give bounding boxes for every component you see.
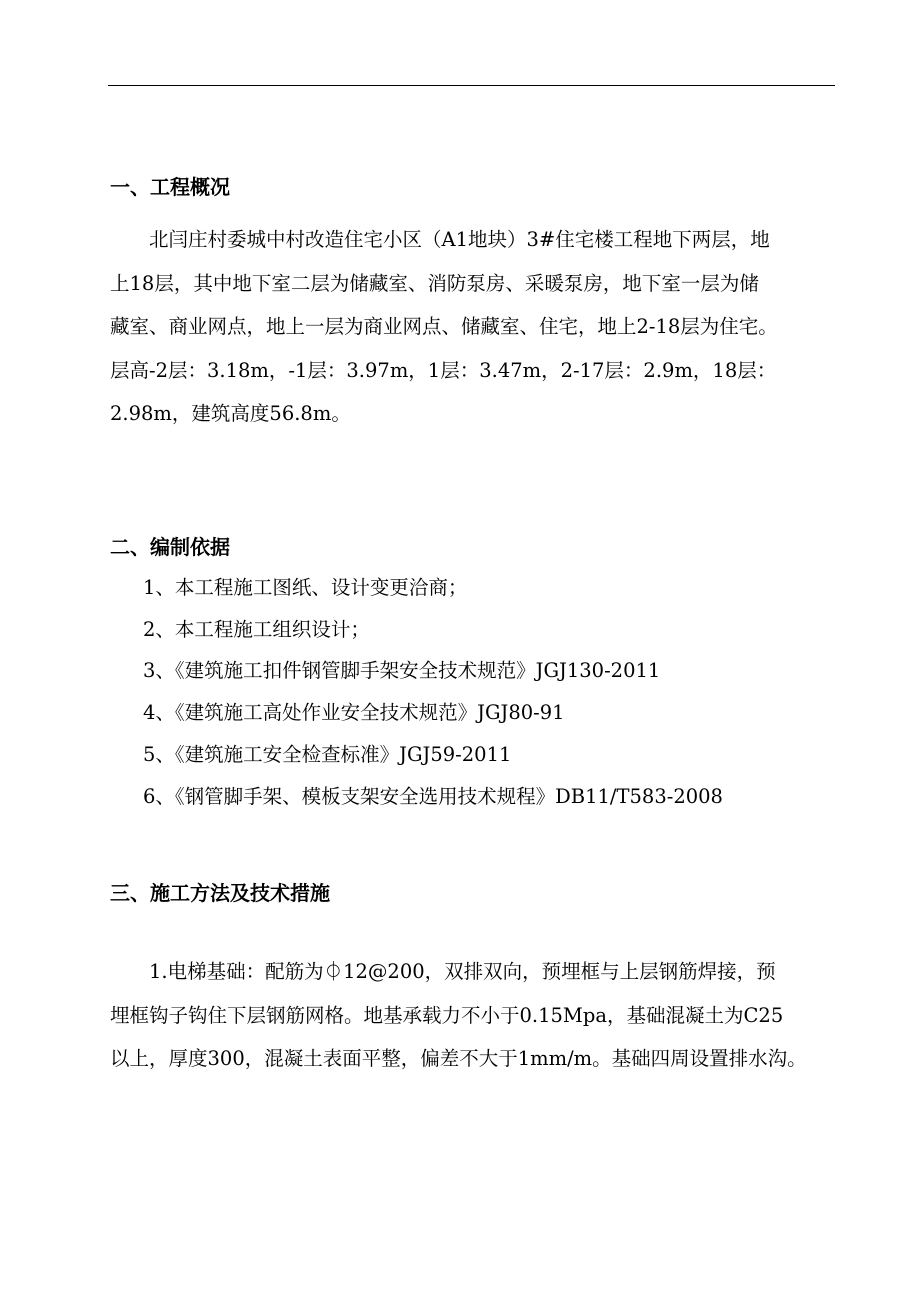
paragraph-line: 埋框钩子钩住下层钢筋网格。地基承载力不小于0.15Mpa，基础混凝土为C25 — [110, 1003, 784, 1027]
basis-list-item: 2、本工程施工组织设计； — [143, 618, 370, 641]
paragraph-line: 以上，厚度300，混凝土表面平整，偏差不大于1mm/m。基础四周设置排水沟。 — [110, 1047, 807, 1070]
basis-list-item: 4、《建筑施工高处作业安全技术规范》JGJ80-91 — [143, 701, 565, 724]
basis-list-item: 3、《建筑施工扣件钢管脚手架安全技术规范》JGJ130-2011 — [143, 659, 661, 682]
paragraph-line: 上18层，其中地下室二层为储藏室、消防泵房、采暖泵房，地下室一层为储 — [110, 271, 759, 295]
overview-paragraph — [110, 218, 832, 436]
section-heading-overview: 一、工程概况 — [110, 175, 230, 199]
basis-list-item: 5、《建筑施工安全检查标准》JGJ59-2011 — [143, 743, 512, 766]
basis-list-item: 1、本工程施工图纸、设计变更洽商； — [143, 576, 468, 599]
section-heading-basis: 二、编制依据 — [110, 535, 230, 559]
paragraph-line: 2.98m，建筑高度56.8m。 — [110, 402, 351, 425]
paragraph-line: 藏室、商业网点，地上一层为商业网点、储藏室、住宅，地上2-18层为住宅。 — [110, 315, 778, 338]
paragraph-line: 1.电梯基础：配筋为⏀12@200，双排双向，预埋框与上层钢筋焊接，预 — [110, 960, 776, 983]
basis-list-item: 6、《钢管脚手架、模板支架安全选用技术规程》DB11/T583-2008 — [143, 785, 723, 808]
methods-paragraph — [110, 950, 832, 1081]
section-heading-methods: 三、施工方法及技术措施 — [110, 881, 330, 905]
header-rule — [108, 85, 835, 86]
paragraph-line: 层高-2层：3.18m，-1层：3.97m，1层：3.47m，2-17层：2.9m，18层： — [110, 358, 777, 382]
paragraph-line: 北闫庄村委城中村改造住宅小区（A1地块）3#住宅楼工程地下两层，地 — [110, 228, 770, 251]
